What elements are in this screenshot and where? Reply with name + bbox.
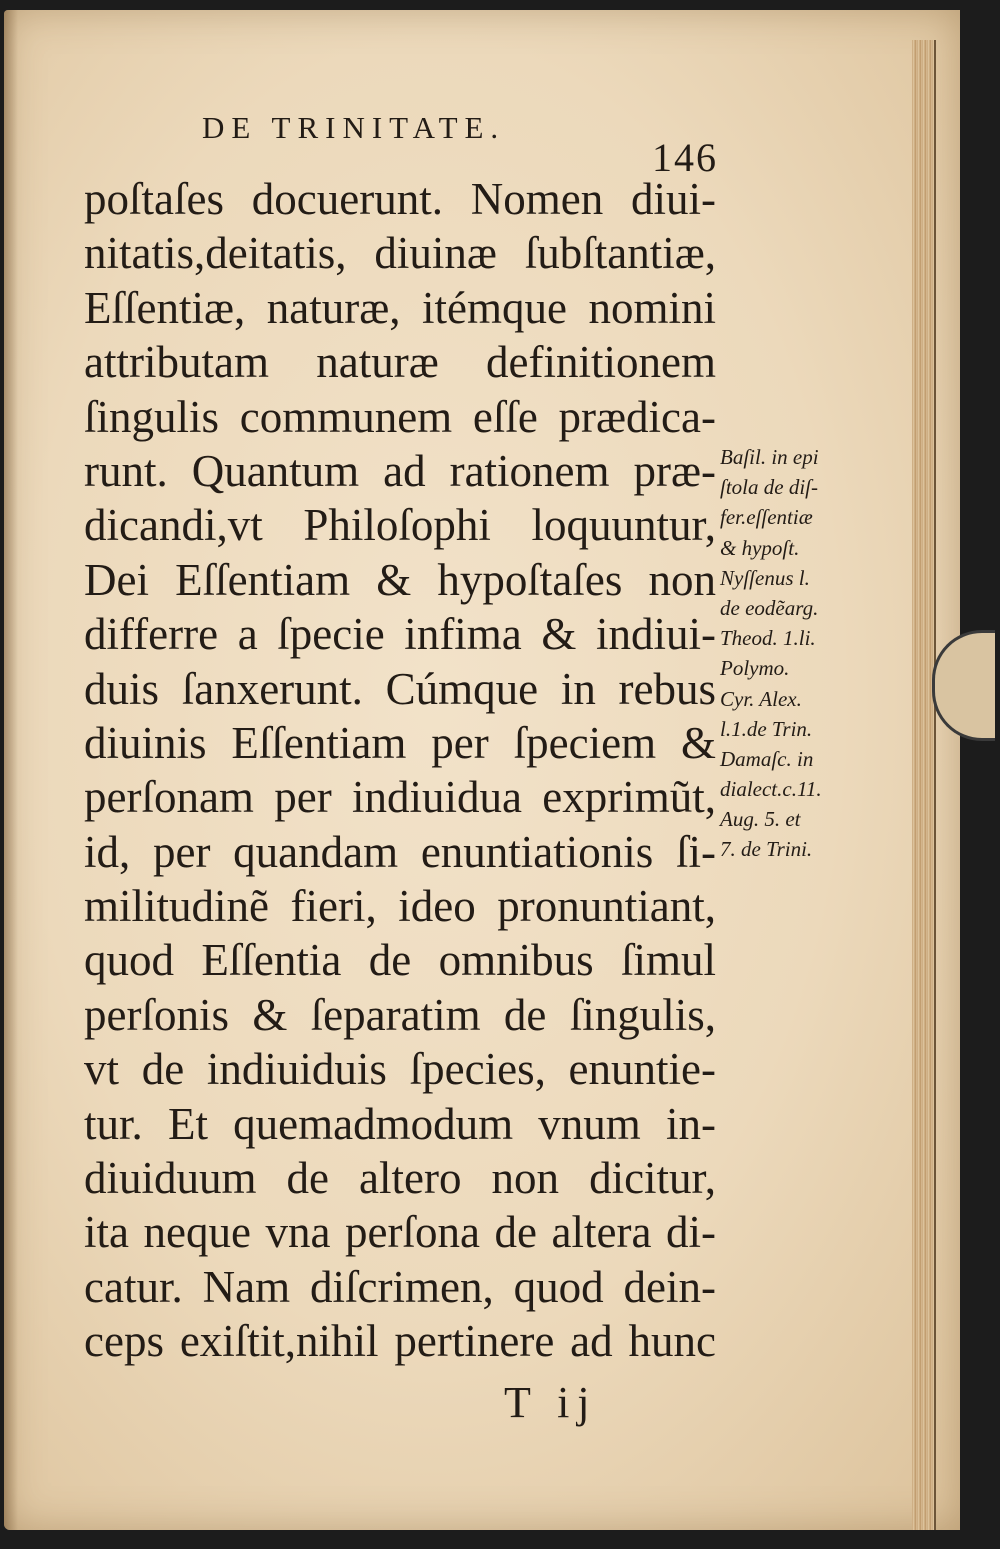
- text-line: diuinis Eſſentiam per ſpeciem &: [84, 717, 716, 768]
- page-number: 146: [652, 135, 718, 180]
- text-line: dicandi,vt Philoſophi loquuntur,: [84, 500, 716, 551]
- text-line: differre a ſpecie infima & indiui-: [84, 609, 716, 660]
- text-line: perſonam per indiuidua exprimũt,: [84, 772, 716, 823]
- text-line: Eſſentiæ, naturæ, itémque nomini: [84, 282, 716, 333]
- text-line: duis ſanxerunt. Cúmque in rebus: [84, 663, 716, 714]
- text-line: id, per quandam enuntiationis ſi-: [84, 826, 716, 877]
- margin-note: Nyſſenus l.: [720, 565, 810, 590]
- text-line: militudinẽ fieri, ideo pronuntiant,: [84, 881, 716, 932]
- text-line: poſtaſes docuerunt. Nomen diui-: [84, 174, 716, 224]
- marginal-notes: [720, 442, 860, 865]
- text-line: attributam naturæ definitionem: [84, 337, 716, 388]
- binding-shadow: [4, 10, 18, 1530]
- text-line: quod Eſſentia de omnibus ſimul: [84, 935, 716, 986]
- text-line: ſingulis communem eſſe prædica-: [84, 391, 716, 442]
- text-line: nitatis,deitatis, diuinæ ſubſtantiæ,: [84, 228, 716, 279]
- margin-note: Theod. 1.li.: [720, 626, 816, 651]
- margin-note: 7. de Trini.: [720, 837, 813, 862]
- text-line: runt. Quantum ad rationem præ-: [84, 445, 716, 496]
- margin-note: fer.eſſentiæ: [720, 505, 813, 530]
- text-line: perſonis & ſeparatim de ſingulis,: [84, 989, 716, 1040]
- margin-note: Damaſc. in: [720, 746, 814, 771]
- margin-note: Polymo.: [720, 656, 790, 681]
- text-line: diuiduum de altero non dicitur,: [84, 1153, 716, 1204]
- text-line: ceps exiſtit,nihil pertinere ad hunc: [84, 1316, 716, 1367]
- running-head: DE TRINITATE.: [202, 110, 506, 145]
- margin-note: l.1.de Trin.: [720, 716, 813, 741]
- body-text: [84, 172, 716, 1369]
- text-line: catur. Nam diſcrimen, quod dein-: [84, 1261, 716, 1312]
- text-line: tur. Et quemadmodum vnum in-: [84, 1098, 716, 1149]
- margin-note: Baſil. in epi: [720, 445, 819, 469]
- margin-note: dialect.c.11.: [720, 777, 822, 802]
- margin-note: Cyr. Alex.: [720, 686, 802, 711]
- signature-mark: T ij: [504, 1378, 598, 1427]
- page-edges: [912, 40, 936, 1530]
- text-line: ita neque vna perſona de altera di-: [84, 1207, 716, 1258]
- margin-note: & hypoſt.: [720, 535, 800, 560]
- text-line: Dei Eſſentiam & hypoſtaſes non: [84, 554, 716, 605]
- paper-page: [4, 10, 960, 1530]
- margin-note: Aug. 5. et: [720, 807, 801, 832]
- margin-note: de eodẽarg.: [720, 595, 819, 620]
- margin-note: ſtola de diſ-: [720, 475, 818, 500]
- text-line: vt de indiuiduis ſpecies, enuntie-: [84, 1044, 716, 1095]
